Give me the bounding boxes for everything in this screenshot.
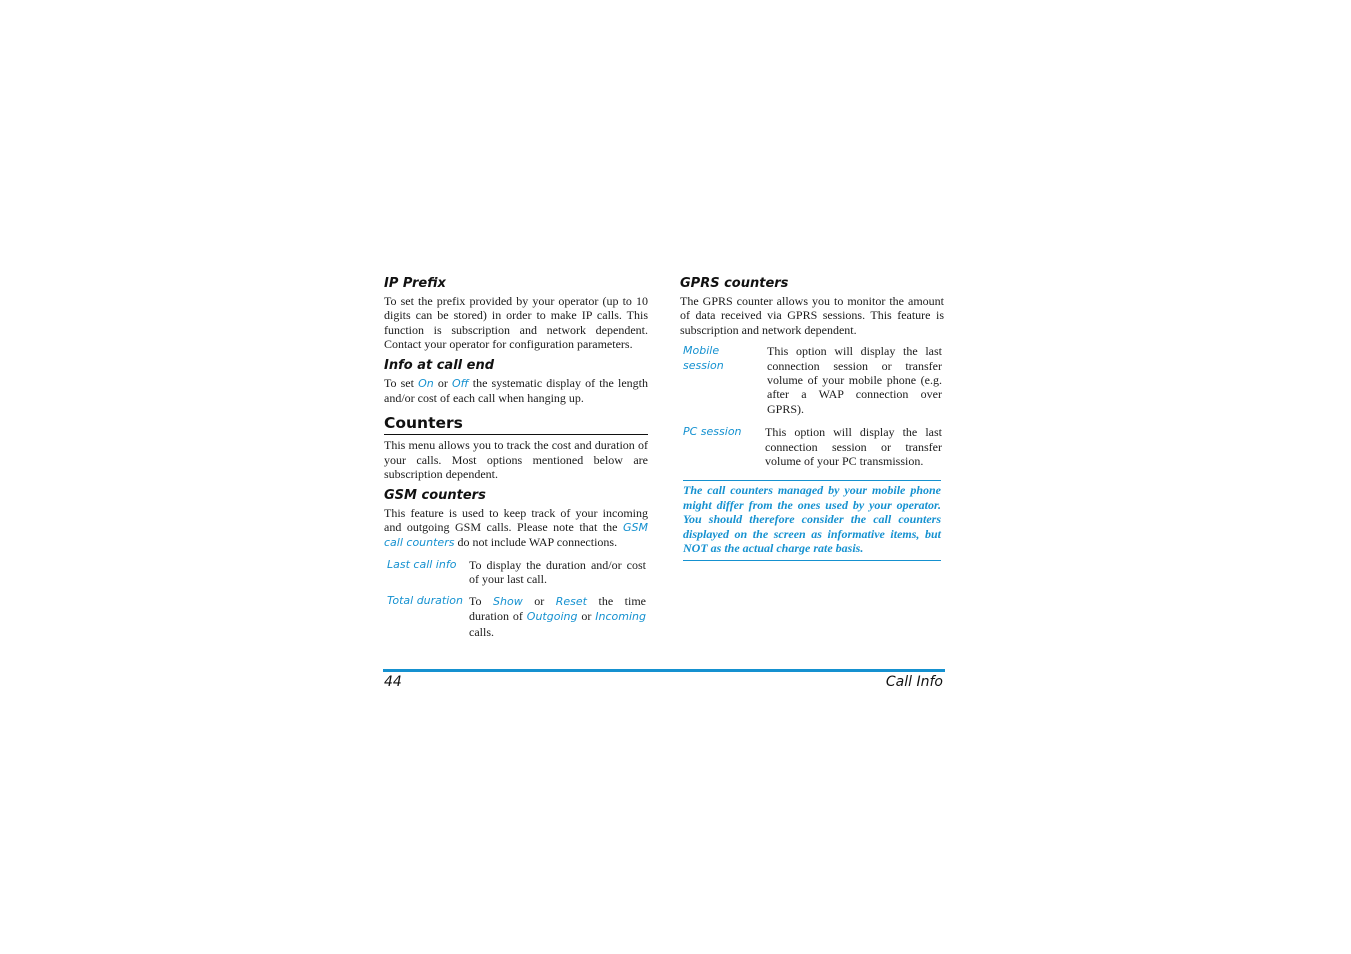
text-run: or xyxy=(577,609,596,624)
text-run: or xyxy=(433,375,452,390)
gprs-counters-body: The GPRS counter allows you to monitor the amount of data received via GPRS sessions. This feature is subscription and network dependent. xyxy=(680,294,944,337)
option-value xyxy=(469,594,648,639)
option-key: Last call info xyxy=(387,557,457,571)
info-call-end-heading: Info at call end xyxy=(384,357,495,373)
counters-heading: Counters xyxy=(384,414,648,435)
chapter-name: Call Info xyxy=(885,674,943,690)
option-key: Total duration xyxy=(387,593,463,607)
text-run: or xyxy=(522,593,556,608)
footer-rule xyxy=(383,669,945,672)
ip-prefix-heading: IP Prefix xyxy=(384,276,446,291)
outgoing-option-link: Outgoing xyxy=(526,610,578,624)
counters-body: This menu allows you to track the cost and duration of your calls. Most options mentioned below are subscription dependent. xyxy=(384,438,648,482)
right-column xyxy=(680,276,944,561)
page-number: 44 xyxy=(384,674,402,690)
text-run: calls. xyxy=(469,624,494,639)
option-value: To display the duration and/or cost of your last call. xyxy=(469,557,646,587)
option-value: This option will display the last connection session or transfer volume of your PC transmission. xyxy=(765,425,942,469)
text-run: This feature is used to keep track of your incoming and outgoing GSM calls. Please note that the xyxy=(384,505,648,535)
gsm-counters-heading: GSM counters xyxy=(384,487,486,503)
option-row-mobile-session xyxy=(680,344,944,416)
text-run: do not include WAP connections. xyxy=(454,535,618,550)
info-call-end-body xyxy=(384,376,648,406)
option-row-last-call-info xyxy=(384,558,648,587)
gprs-options-table xyxy=(680,344,944,468)
call-counters-note: The call counters managed by your mobile phone might differ from the ones used by your operator. You should therefore consider the call counters displayed on the screen as informative items, but NOT as the actual charge rate basis. xyxy=(683,480,941,560)
option-row-total-duration xyxy=(384,594,648,639)
text-run: the systematic display of the length and/or cost of each call when hanging up. xyxy=(384,375,649,406)
text-run: To set xyxy=(384,375,419,390)
gsm-counters-body xyxy=(384,506,648,551)
on-option-link: On xyxy=(418,376,434,390)
reset-option-link: Reset xyxy=(555,594,587,608)
option-row-pc-session xyxy=(680,425,944,468)
gsm-options-table xyxy=(384,558,648,639)
gprs-counters-heading: GPRS counters xyxy=(680,276,789,291)
text-run: To xyxy=(469,593,494,608)
left-column xyxy=(384,276,648,646)
incoming-option-link: Incoming xyxy=(595,610,646,624)
ip-prefix-body: To set the prefix provided by your operator (up to 10 digits can be stored) in order to make IP calls. This function is subscription and network dependent. Contact your operator for configuration parameters. xyxy=(384,294,648,352)
off-option-link: Off xyxy=(452,376,469,390)
show-option-link: Show xyxy=(493,594,523,608)
option-value: This option will display the last connection session or transfer volume of your mobile phone (e.g. after a WAP connection over GPRS). xyxy=(767,344,942,416)
text-run: the time duration of xyxy=(469,593,646,624)
option-key: Mobile session xyxy=(683,344,724,372)
gsm-call-counters-link: GSM call counters xyxy=(384,521,648,550)
option-key: PC session xyxy=(683,425,742,439)
